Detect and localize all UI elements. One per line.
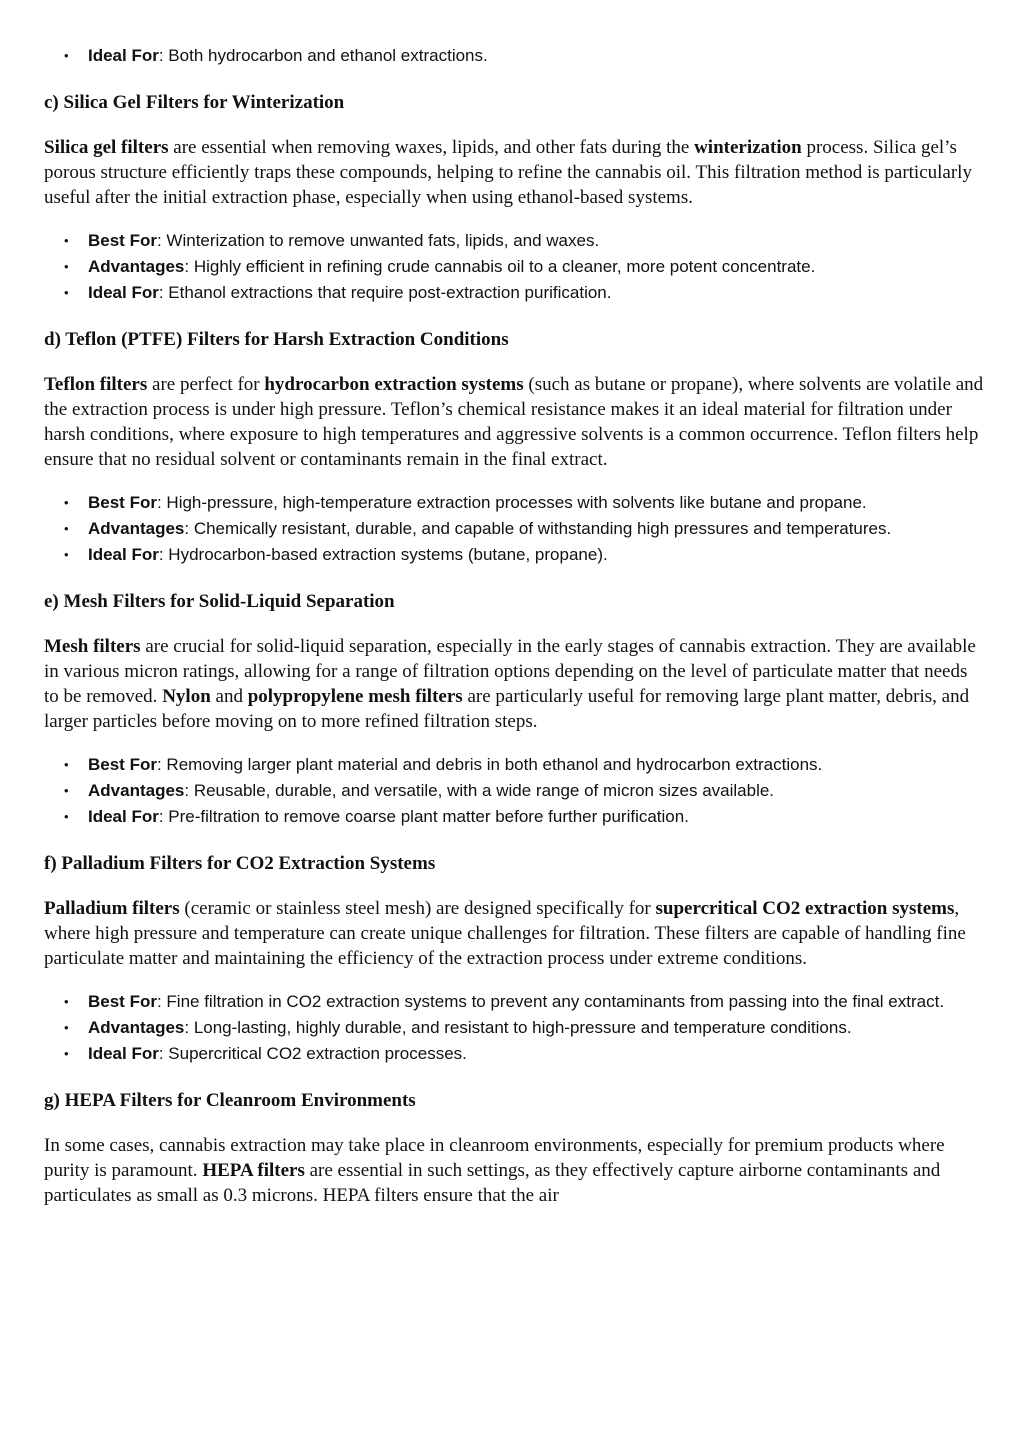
text-run: and — [210, 686, 248, 707]
bullet-label: Advantages — [88, 781, 185, 800]
text-run: (ceramic or stainless steel mesh) are designed specifically for — [179, 898, 656, 919]
section-paragraph — [44, 372, 984, 472]
bullet-label: Best For — [88, 231, 157, 250]
list-item — [44, 254, 984, 280]
bullet-label: Best For — [88, 992, 157, 1011]
bold-text: Silica gel filters — [44, 137, 169, 158]
bullet-list — [44, 989, 984, 1067]
bold-text: polypropylene mesh filters — [247, 686, 463, 707]
bullet-label: Ideal For — [88, 46, 159, 65]
text-run: are particularly useful for removing large plant matter, debris, and larger particles before moving on to more refined filtration steps. — [44, 686, 970, 732]
bullet-list — [44, 752, 984, 830]
bullet-label: Advantages — [88, 1018, 185, 1037]
section-heading: g) HEPA Filters for Cleanroom Environments — [44, 1090, 416, 1111]
top-bullet-list — [44, 43, 984, 69]
bullet-text: : Ethanol extractions that require post-extraction purification. — [158, 283, 612, 302]
bold-text: winterization — [694, 137, 802, 158]
list-item — [44, 516, 984, 542]
bullet-text: : Pre-filtration to remove coarse plant matter before further purification. — [158, 807, 689, 826]
bullet-text: : High-pressure, high-temperature extraction processes with solvents like butane and propane. — [156, 493, 867, 512]
bullet-label: Best For — [88, 755, 157, 774]
bullet-label: Ideal For — [88, 283, 159, 302]
text-run: process. Silica gel’s porous structure efficiently traps these compounds, helping to refine the cannabis oil. This filtration method is particularly useful after the initial extraction phase, especially when using ethanol-based systems. — [44, 137, 972, 208]
bullet-text: : Hydrocarbon-based extraction systems (butane, propane). — [158, 545, 608, 564]
section — [44, 91, 984, 328]
text-run: (such as butane or propane), where solvents are volatile and the extraction process is under high pressure. Teflon’s chemical resistance makes it an ideal material for filtration under harsh conditions, where exposure to high temperatures and aggressive solvents is a common occurrence. Teflon filters help ensure that no residual solvent or contaminants remain in the final extract. — [44, 374, 984, 470]
bullet-label: Advantages — [88, 257, 185, 276]
text-run: In some cases, cannabis extraction may take place in cleanroom environments, especially for premium products where purity is paramount. — [44, 1135, 945, 1181]
list-item — [44, 228, 984, 254]
bullet-label: Ideal For — [88, 807, 159, 826]
bullet-text: : Long-lasting, highly durable, and resistant to high-pressure and temperature conditions. — [184, 1018, 852, 1037]
section-paragraph — [44, 634, 984, 734]
bullet-text: : Fine filtration in CO2 extraction systems to prevent any contaminants from passing into the final extract. — [156, 992, 945, 1011]
bullet-list — [44, 228, 984, 306]
bullet-list — [44, 490, 984, 568]
bullet-label: Advantages — [88, 519, 185, 538]
bullet-text: : Reusable, durable, and versatile, with a wide range of micron sizes available. — [184, 781, 775, 800]
bullet-text: : Highly efficient in refining crude cannabis oil to a cleaner, more potent concentrate. — [184, 257, 816, 276]
text-run: are essential in such settings, as they effectively capture airborne contaminants and particulates as small as 0.3 microns. HEPA filters ensure that the air — [44, 1160, 941, 1206]
list-item — [44, 1041, 984, 1067]
bullet-text: : Supercritical CO2 extraction processes. — [158, 1044, 467, 1063]
bullet-text: : Both hydrocarbon and ethanol extractions. — [158, 46, 488, 65]
section — [44, 328, 984, 590]
section-heading: f) Palladium Filters for CO2 Extraction Systems — [44, 853, 436, 874]
section-heading: c) Silica Gel Filters for Winterization — [44, 92, 345, 113]
list-item — [44, 43, 984, 69]
section — [44, 852, 984, 1089]
list-item — [44, 1015, 984, 1041]
list-item — [44, 804, 984, 830]
bold-text: Nylon — [162, 686, 211, 707]
bold-text: HEPA filters — [202, 1160, 305, 1181]
text-run: , where high pressure and temperature can create unique challenges for filtration. These filters are capable of handling fine particulate matter and maintaining the efficiency of the extraction process under extreme conditions. — [44, 898, 966, 969]
bold-text: Mesh filters — [44, 636, 141, 657]
list-item — [44, 752, 984, 778]
text-run: are crucial for solid-liquid separation, especially in the early stages of cannabis extraction. They are available in various micron ratings, allowing for a range of filtration options depending on the level of particulate matter that needs to be removed. — [44, 636, 976, 707]
section-heading: e) Mesh Filters for Solid-Liquid Separation — [44, 591, 395, 612]
document-page — [44, 0, 984, 1208]
bold-text: Teflon filters — [44, 374, 148, 395]
list-item — [44, 778, 984, 804]
list-item — [44, 542, 984, 568]
text-run: are essential when removing waxes, lipids, and other fats during the — [168, 137, 695, 158]
section — [44, 590, 984, 852]
bullet-label: Ideal For — [88, 545, 159, 564]
list-item — [44, 280, 984, 306]
section-paragraph — [44, 896, 984, 971]
section-paragraph — [44, 1133, 984, 1208]
bullet-text: : Winterization to remove unwanted fats, lipids, and waxes. — [156, 231, 600, 250]
bullet-text: : Removing larger plant material and debris in both ethanol and hydrocarbon extractions. — [156, 755, 823, 774]
sections-container — [44, 91, 984, 1208]
bullet-text: : Chemically resistant, durable, and capable of withstanding high pressures and temperatures. — [184, 519, 892, 538]
bold-text: hydrocarbon extraction systems — [264, 374, 524, 395]
list-item — [44, 989, 984, 1015]
bold-text: supercritical CO2 extraction systems — [655, 898, 955, 919]
bold-text: Palladium filters — [44, 898, 180, 919]
section-paragraph — [44, 135, 984, 210]
section-heading: d) Teflon (PTFE) Filters for Harsh Extraction Conditions — [44, 329, 509, 350]
list-item — [44, 490, 984, 516]
bullet-label: Best For — [88, 493, 157, 512]
bullet-label: Ideal For — [88, 1044, 159, 1063]
section — [44, 1089, 984, 1208]
text-run: are perfect for — [147, 374, 265, 395]
